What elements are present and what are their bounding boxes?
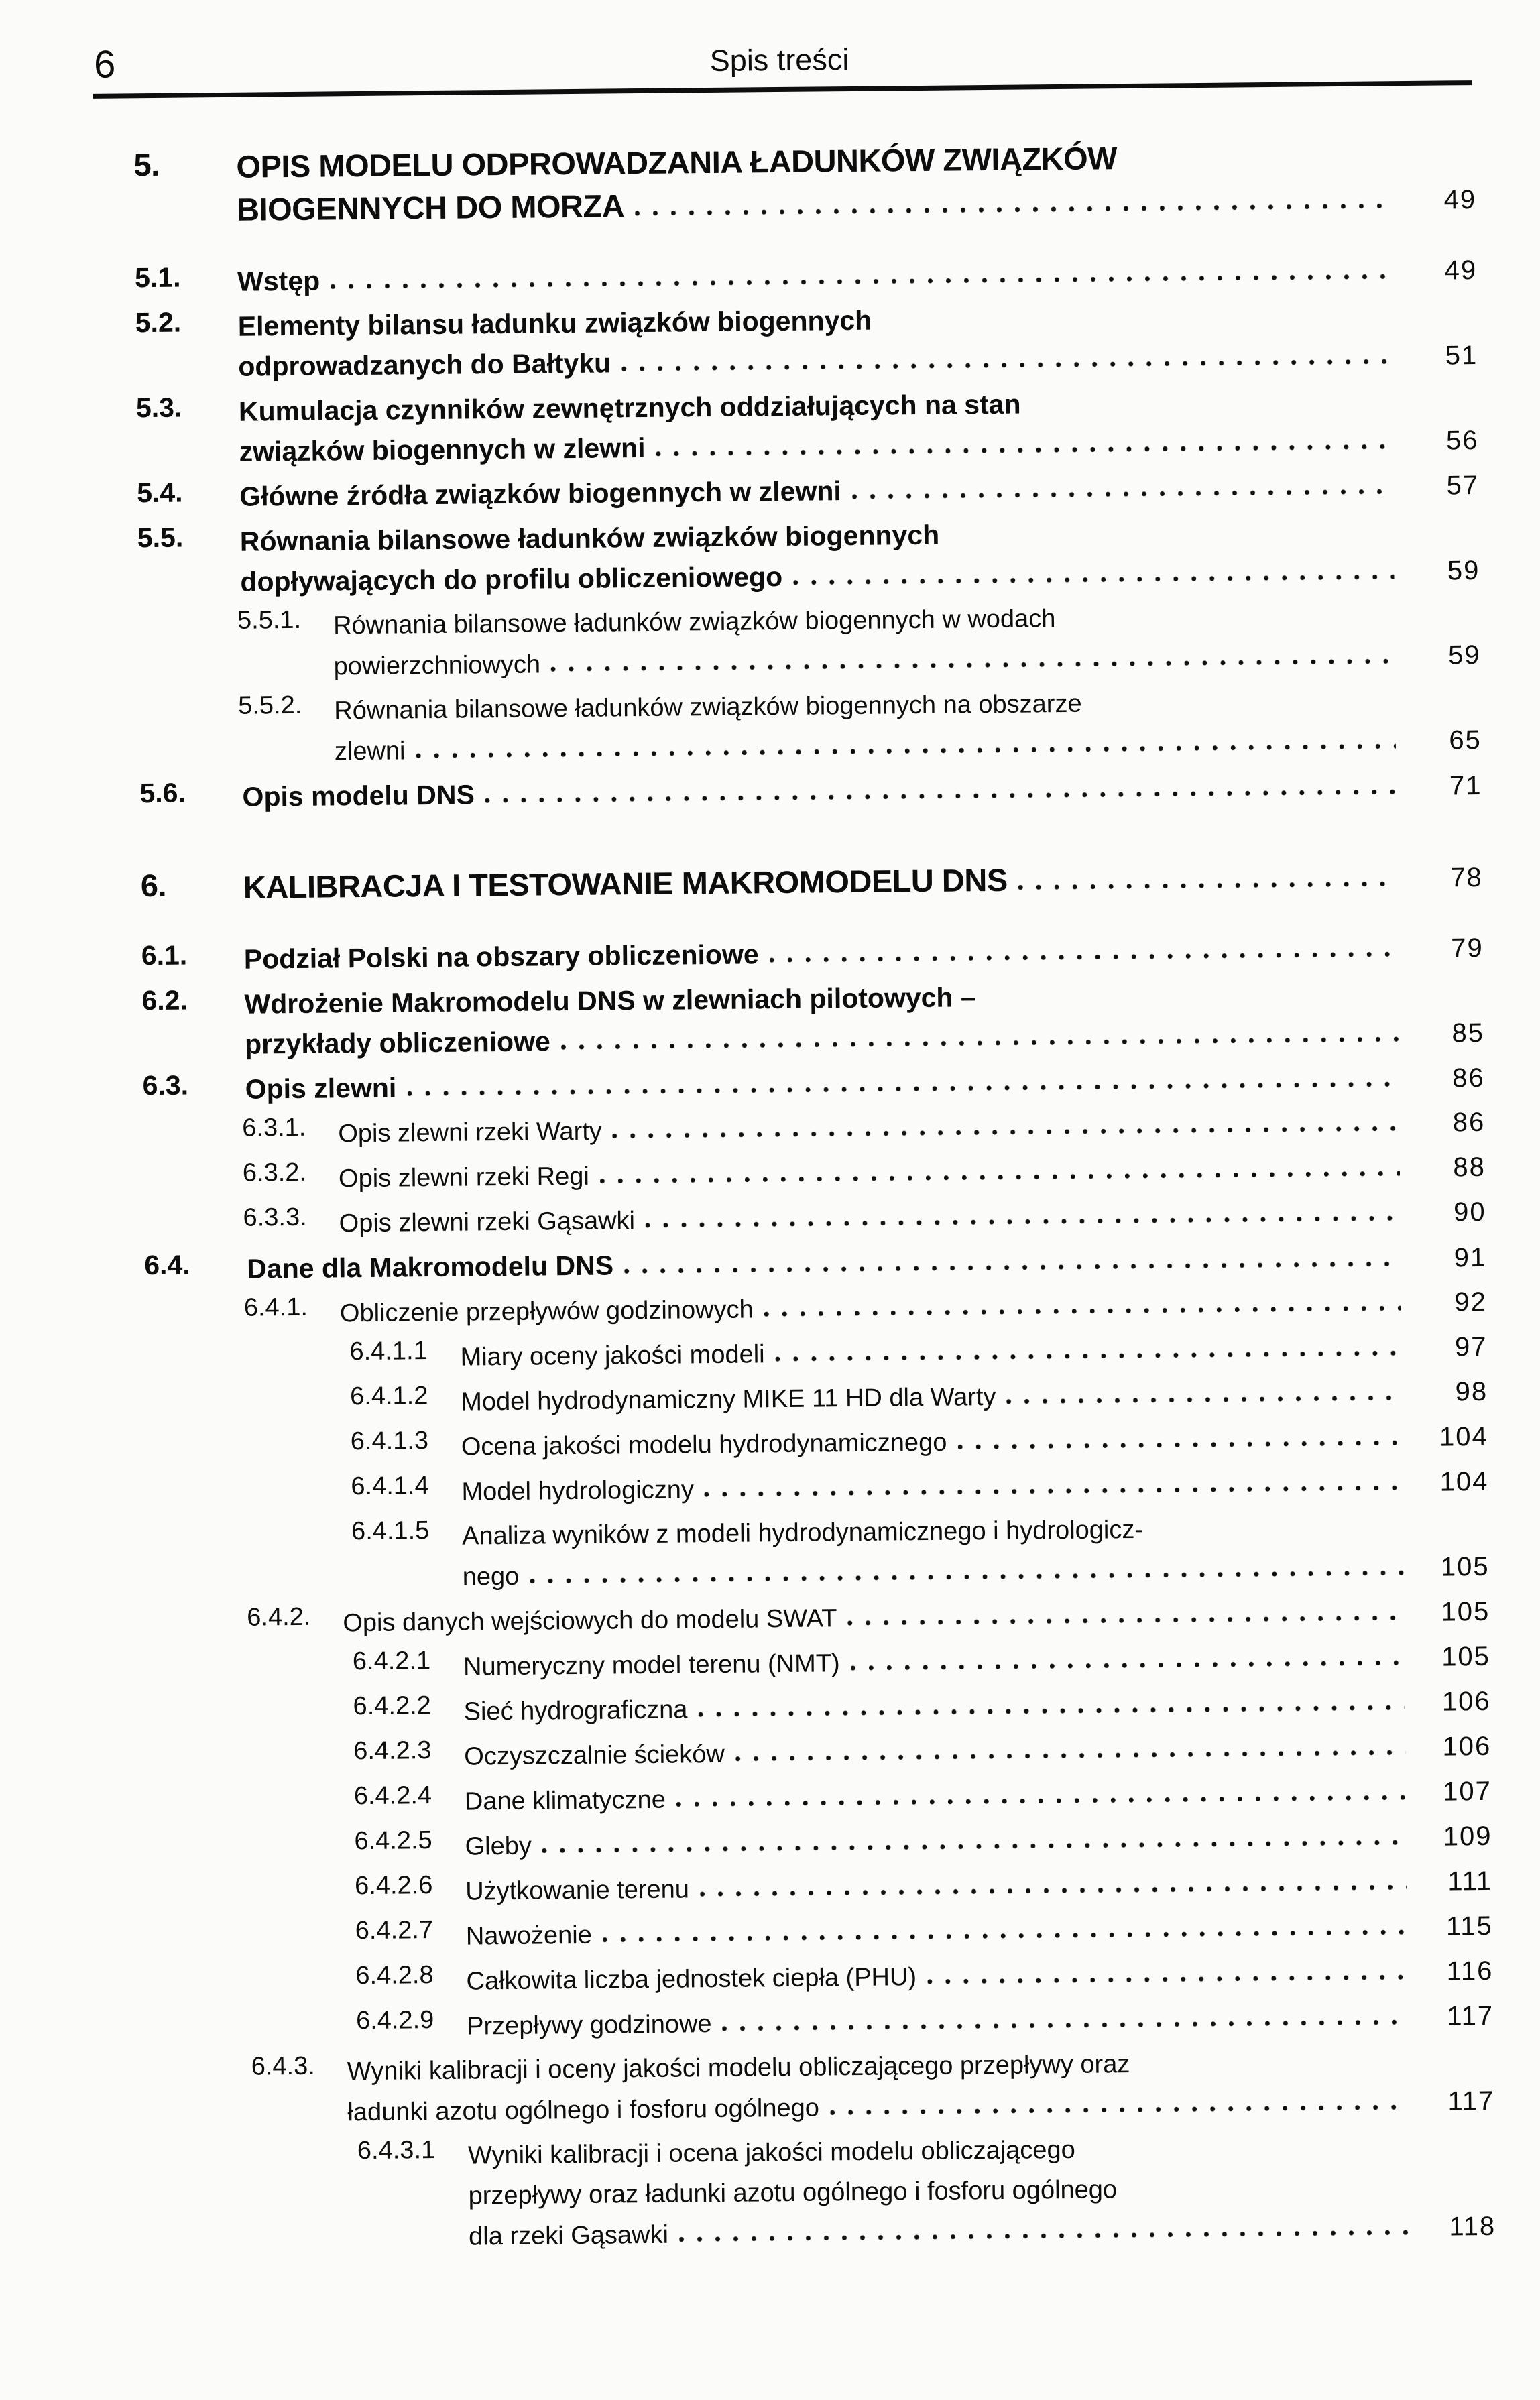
toc-entry-page-number: 56 (1445, 425, 1479, 456)
toc-entry-lastline (464, 1726, 1492, 1777)
toc-entry-text: Kumulacja czynników zewnętrznych oddziałujących na stan (238, 388, 1021, 427)
toc-entry-content (461, 1372, 1488, 1423)
toc-entry-page-number: 111 (1447, 1866, 1493, 1897)
toc-entry-content (463, 1636, 1491, 1687)
dot-leader (764, 1298, 1401, 1317)
toc-entry-content (339, 1192, 1486, 1244)
toc-entry-page-number: 105 (1441, 1596, 1490, 1627)
dot-leader (793, 566, 1394, 586)
toc-entry-page-number: 49 (1443, 185, 1477, 215)
toc-entry-text: BIOGENNYCH DO MORZA (236, 188, 625, 227)
toc-entry-lastline (343, 1592, 1490, 1643)
toc-entry-content (340, 1282, 1488, 1333)
dot-leader (927, 1967, 1408, 1985)
dot-leader (722, 2012, 1408, 2032)
toc-entry-lastline (247, 1237, 1487, 1290)
toc-entry (3, 509, 1480, 605)
toc-entry-page-number: 92 (1454, 1286, 1488, 1317)
toc-entry-text: Obliczenie przepływów godzinowych (339, 1295, 754, 1328)
dot-leader (416, 736, 1396, 759)
toc-entry-page-number: 105 (1441, 1641, 1491, 1672)
dot-leader (635, 196, 1390, 217)
toc-entry-page-number: 105 (1440, 1551, 1490, 1582)
toc-entry-lastline (239, 465, 1480, 518)
toc-entry-lastline (245, 1057, 1485, 1110)
toc-entry-content (467, 1996, 1494, 2047)
toc-entry-text: dopływających do profilu obliczeniowego (240, 560, 783, 597)
toc-entry-content (242, 765, 1482, 818)
dot-leader (676, 1787, 1406, 1807)
toc-entry-content (237, 249, 1478, 302)
toc-entry-page-number: 98 (1455, 1376, 1488, 1407)
toc-entry-text: Sieć hydrograficzna (463, 1695, 688, 1726)
toc-entry-number: 6.4.2. (247, 1602, 311, 1632)
toc-entry-text: zlewni (334, 737, 406, 766)
toc-entry-content (245, 1057, 1485, 1110)
toc-entry-text: Opis zlewni rzeki Regi (338, 1162, 589, 1193)
toc-entry-text: związków biogennych w zlewni (239, 432, 646, 467)
dot-leader (561, 1029, 1399, 1051)
toc-entry-number: 6.3.1. (242, 1113, 306, 1142)
dot-leader (600, 1163, 1400, 1184)
toc-entry-text: ładunki azotu ogólnego i fosforu ogólnego (347, 2094, 820, 2127)
toc-entry-text: Równania bilansowe ładunków związków biogennych na obszarze (334, 689, 1082, 725)
toc-entry-text: Podział Polski na obszary obliczeniowe (243, 939, 759, 975)
toc-entry-text: odprowadzanych do Bałtyku (238, 347, 611, 382)
toc-entry-content (465, 1861, 1493, 1912)
toc-entry-number: 5.3. (135, 392, 182, 424)
toc-entry-lastline (465, 1861, 1493, 1912)
toc-entry-number: 6.1. (141, 939, 188, 971)
toc-entry-lastline (463, 1681, 1491, 1732)
toc-entry-content (238, 294, 1478, 387)
toc-entry-content (347, 2041, 1495, 2133)
toc-entry-text: Oczyszczalnie ścieków (464, 1740, 725, 1771)
toc-entry-number: 6.4.3.1 (357, 2136, 436, 2165)
toc-entry-number: 6.4.2.7 (355, 1916, 434, 1945)
toc-entry-number: 5.5. (137, 522, 184, 554)
dot-leader (624, 1254, 1401, 1274)
toc-entry-lastline (242, 765, 1482, 818)
toc-entry-page-number: 88 (1453, 1152, 1486, 1183)
toc-entry-content (462, 1506, 1490, 1598)
toc-entry-text: Główne źródła związków biogennych w zlewni (239, 475, 841, 512)
toc-entry-content (333, 595, 1481, 686)
toc-entry-text: Opis zlewni rzeki Gąsawki (339, 1207, 636, 1238)
toc-entry-page-number: 106 (1442, 1731, 1492, 1762)
toc-entry-number: 6.4.2.4 (353, 1781, 432, 1811)
toc-entry-number: 6.4.2.8 (355, 1961, 434, 1990)
toc-entry (0, 133, 1476, 235)
toc-entry-lastline (244, 927, 1484, 980)
toc-entry-content (464, 1726, 1492, 1777)
toc-entry-text: Gleby (465, 1832, 532, 1861)
toc-entry-content (461, 1461, 1489, 1512)
toc-entry-text: Model hydrologiczny (461, 1476, 695, 1506)
toc-entry-text: Opis modelu DNS (242, 779, 475, 813)
toc-entry-page-number: 106 (1441, 1686, 1491, 1717)
toc-entry-text: Całkowita liczba jednostek ciepła (PHU) (466, 1963, 917, 1996)
toc-entry (4, 595, 1481, 690)
toc-entry-number: 5.5.2. (238, 691, 302, 720)
toc-entry-page-number: 86 (1452, 1063, 1485, 1093)
toc-entry-number: 6.4.1.4 (351, 1472, 429, 1501)
toc-entry-number: 6.4.1.2 (349, 1382, 428, 1411)
toc-entry-text: Elementy bilansu ładunku związków biogennych (237, 304, 872, 342)
toc-entry-number: 5.1. (134, 261, 181, 294)
toc-entry-lastline (339, 1192, 1486, 1244)
toc-entry (5, 680, 1482, 775)
toc-entry-number: 6.4.1.5 (351, 1516, 430, 1546)
toc-entry-content (460, 1327, 1488, 1378)
toc-entry-page-number: 109 (1443, 1821, 1492, 1852)
toc-entry-text: Przepływy godzinowe (466, 2010, 712, 2041)
dot-leader (679, 2222, 1410, 2242)
toc-entry-number: 6.2. (141, 984, 188, 1016)
toc-entry-text: Model hydrodynamiczny MIKE 11 HD dla Warty (461, 1382, 996, 1417)
toc-entry-content (239, 379, 1479, 473)
toc-entry-text: Wstęp (237, 265, 320, 297)
toc-entry-content (465, 1816, 1492, 1867)
toc-entry-lastline (466, 1906, 1494, 1957)
toc-entry-lastline (243, 854, 1484, 911)
toc-entry-number: 5.6. (139, 777, 186, 809)
dot-leader (698, 1697, 1405, 1718)
toc-entry-content (334, 680, 1482, 772)
toc-entry (1, 294, 1478, 389)
toc-entry-lastline (461, 1372, 1488, 1423)
toc-entry-text: nego (462, 1562, 520, 1592)
toc-entry-lastline (237, 249, 1478, 302)
toc-entry-page-number: 59 (1447, 555, 1480, 586)
toc-entry-lastline (467, 1996, 1494, 2047)
toc-entry-lastline (460, 1327, 1488, 1378)
dot-leader (407, 1074, 1399, 1097)
toc-entry (13, 1506, 1490, 1602)
toc-entry-page-number: 117 (1447, 2000, 1494, 2031)
toc-entry-text: Dane dla Makromodelu DNS (247, 1250, 614, 1284)
dot-leader (621, 351, 1392, 372)
toc-entry-content (461, 1417, 1489, 1467)
toc-entry-number: 6.4.2.5 (354, 1826, 432, 1856)
toc-entry-number: 6.3. (142, 1069, 189, 1101)
toc-entry (19, 2126, 1496, 2261)
toc-entry-number: 6.4.1.3 (350, 1427, 429, 1456)
toc-entry-text: Miary oceny jakości modeli (460, 1340, 765, 1372)
dot-leader (770, 944, 1398, 963)
toc-entry-text: Analiza wyników z modeli hydrodynamicznego i hydrologicz- (461, 1515, 1144, 1551)
dot-leader (735, 1742, 1406, 1762)
toc-entry-text: Numeryczny model terenu (NMT) (463, 1649, 840, 1681)
toc-entry-number: 5. (133, 146, 160, 183)
header-rule (93, 80, 1472, 99)
toc-entry-page-number: 71 (1449, 770, 1482, 801)
toc-entry-lastline (340, 1282, 1488, 1333)
toc-entry-lastline (338, 1102, 1486, 1154)
toc-entry-lastline (465, 1816, 1492, 1867)
toc-entry-page-number: 107 (1442, 1776, 1492, 1807)
toc-entry-text: Nawożenie (465, 1921, 593, 1951)
toc-entry-content (338, 1102, 1486, 1154)
toc-entry-text: Równania bilansowe ładunków związków biogennych (239, 519, 940, 557)
toc-entry-page-number: 90 (1453, 1197, 1486, 1227)
toc-entry-number: 6.3.2. (242, 1158, 307, 1187)
toc-entry-number: 6.4.2.2 (353, 1691, 431, 1721)
dot-leader (1018, 874, 1397, 890)
toc-entry-content (339, 1147, 1486, 1199)
toc-entry-text: dla rzeki Gąsawki (468, 2220, 669, 2251)
toc-entry-text: Wyniki kalibracji i ocena jakości modelu obliczającego (467, 2135, 1075, 2170)
toc-entry-content (247, 1237, 1487, 1290)
dot-leader (646, 1208, 1401, 1229)
toc-entry-content (468, 2126, 1496, 2257)
toc-entry-content (243, 854, 1484, 911)
dot-leader (485, 782, 1397, 804)
dot-leader (656, 436, 1393, 457)
toc-entry-page-number: 59 (1447, 640, 1481, 670)
dot-leader (830, 2097, 1409, 2116)
toc-entry-page-number: 118 (1449, 2211, 1496, 2242)
dot-leader (1006, 1388, 1402, 1405)
toc-entry-text: KALIBRACJA I TESTOWANIE MAKROMODELU DNS (243, 861, 1008, 905)
toc-entry-text: Użytkowanie terenu (465, 1875, 690, 1906)
toc-entry-lastline (463, 1636, 1491, 1687)
toc-entry-number: 6.4.1. (243, 1293, 308, 1322)
dot-leader (847, 1608, 1404, 1626)
toc-entry-number: 5.4. (136, 477, 183, 509)
toc-entry-page-number: 117 (1447, 2086, 1495, 2116)
toc-entry-page-number: 86 (1452, 1107, 1486, 1138)
dot-leader (613, 1118, 1400, 1139)
dot-leader (551, 651, 1395, 672)
toc-entry-text: Dane klimatyczne (464, 1785, 666, 1816)
toc-entry-text: OPIS MODELU ODPROWADZANIA ŁADUNKÓW ZWIĄZKÓW (236, 140, 1118, 184)
toc-entry-page-number: 65 (1449, 725, 1482, 756)
page-header (94, 21, 1466, 84)
toc-entry (7, 972, 1484, 1067)
toc-entry-content (463, 1681, 1491, 1732)
dot-leader (776, 1343, 1402, 1362)
toc-entry-page-number: 115 (1445, 1911, 1494, 1941)
toc-entry-page-number: 104 (1439, 1466, 1489, 1497)
dot-leader (331, 266, 1391, 290)
toc-entry-lastline (466, 1951, 1494, 2002)
toc-entry-text: przykłady obliczeniowe (244, 1026, 550, 1060)
toc-entry-content (343, 1592, 1490, 1643)
toc-entry-page-number: 104 (1439, 1421, 1488, 1452)
toc-entry-page-number: 97 (1454, 1331, 1488, 1362)
dot-leader (852, 481, 1394, 500)
toc-entry-text: Wyniki kalibracji i oceny jakości modelu obliczającego przepływy oraz (347, 2050, 1130, 2086)
toc-entry-content (466, 1906, 1494, 1957)
toc-entry-number: 6.4.2.9 (355, 2006, 434, 2035)
toc-entry-number: 6.4. (144, 1249, 190, 1281)
dot-leader (851, 1653, 1405, 1671)
toc-entry-text: Opis zlewni (245, 1072, 397, 1105)
toc-entry-content (244, 972, 1484, 1065)
toc-entry (5, 765, 1482, 820)
toc-entry-content (465, 1771, 1492, 1822)
toc-entry-page-number: 49 (1444, 255, 1478, 286)
toc-entry-number: 6.4.1.1 (349, 1337, 428, 1366)
toc-entry-text: Wdrożenie Makromodelu DNS w zlewniach pilotowych – (244, 981, 976, 1020)
toc-entry-lastline (339, 1147, 1486, 1199)
toc-entry-number: 5.2. (135, 306, 182, 339)
toc-entry (18, 2041, 1495, 2136)
toc-entry-page-number: 79 (1451, 933, 1484, 963)
toc-entry-number: 6. (140, 867, 167, 904)
toc-entry (2, 379, 1479, 475)
toc-entry-number: 6.4.2.1 (352, 1646, 431, 1676)
toc-entry-content (466, 1951, 1494, 2002)
toc-entry-text: Ocena jakości modelu hydrodynamicznego (461, 1428, 947, 1461)
toc-list (0, 133, 1496, 2261)
toc-entry-page-number: 91 (1454, 1242, 1487, 1273)
running-title: Spis treści (709, 42, 849, 78)
toc-entry-text: przepływy oraz ładunki azotu ogólnego i fosforu ogólnego (468, 2175, 1118, 2210)
toc-entry-content (244, 927, 1484, 980)
toc-entry-text: powierzchniowych (333, 650, 541, 681)
toc-entry-lastline (461, 1461, 1489, 1512)
toc-entry-page-number: 57 (1446, 470, 1480, 501)
toc-entry-page-number: 78 (1450, 862, 1483, 893)
toc-entry-number: 6.4.2.6 (354, 1871, 433, 1901)
dot-leader (700, 1877, 1407, 1897)
folio-page-number: 6 (93, 42, 116, 86)
toc-entry-text: Opis danych wejściowych do modelu SWAT (343, 1604, 837, 1638)
toc-entry (7, 854, 1484, 913)
toc-entry-content (236, 133, 1476, 233)
toc-entry-lastline (465, 1771, 1492, 1822)
dot-leader (705, 1478, 1403, 1498)
dot-leader (542, 1832, 1407, 1854)
toc-entry-text: Równania bilansowe ładunków związków biogennych w wodach (333, 605, 1056, 640)
toc-entry-page-number: 116 (1446, 1956, 1494, 1986)
toc-entry-number: 6.3.3. (243, 1203, 307, 1232)
toc-entry-page-number: 51 (1445, 341, 1478, 371)
toc-entry-number: 6.4.3. (251, 2051, 315, 2081)
toc-entry-number: 6.4.2.3 (353, 1736, 432, 1766)
toc-entry-text: Opis zlewni rzeki Warty (338, 1117, 602, 1148)
dot-leader (957, 1433, 1403, 1450)
toc-entry-lastline (461, 1417, 1489, 1467)
toc-entry-content (240, 509, 1480, 603)
toc-entry-page-number: 85 (1452, 1018, 1485, 1048)
toc-entry-number: 5.5.1. (237, 605, 302, 635)
dot-leader (530, 1563, 1404, 1585)
dot-leader (603, 1922, 1407, 1943)
toc-entry-content (239, 465, 1480, 518)
